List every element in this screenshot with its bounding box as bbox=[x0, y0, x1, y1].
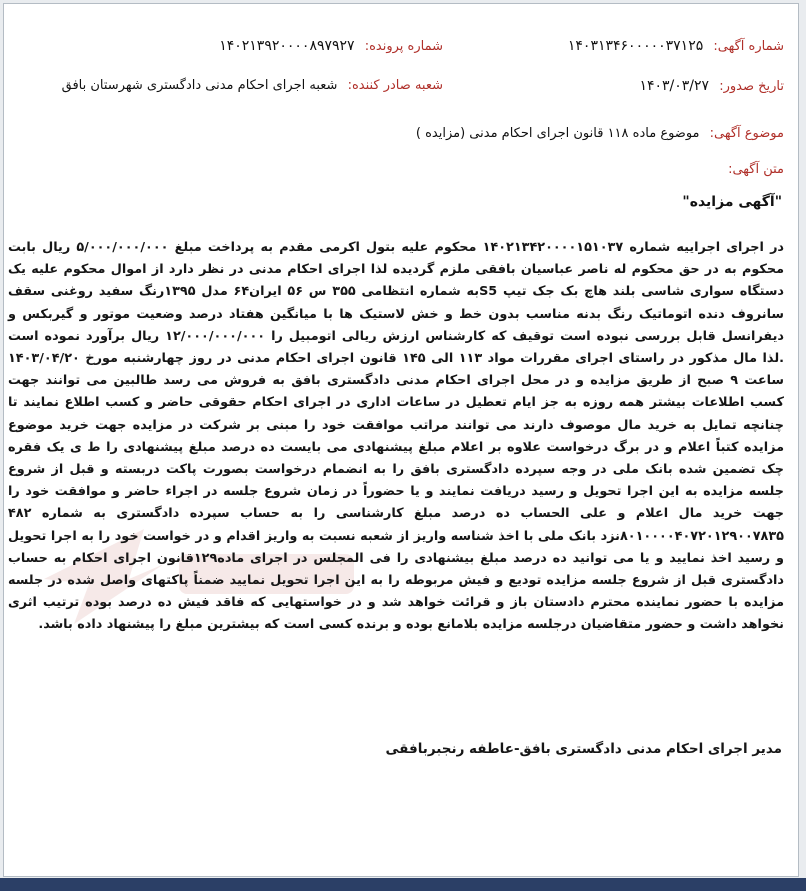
subject-label: موضوع آگهی: bbox=[709, 126, 784, 141]
case-number-row bbox=[219, 37, 443, 56]
case-number-label: شماره پرونده: bbox=[364, 39, 443, 54]
issue-date: ۱۴۰۳/۰۳/۲۷ bbox=[639, 78, 710, 94]
notice-text-label-row bbox=[728, 161, 784, 179]
notice-title: "آگهی مزایده" bbox=[682, 194, 782, 210]
issuer-label: شعبه صادر کننده: bbox=[347, 78, 443, 93]
bottom-bar bbox=[0, 878, 806, 891]
issuer: شعبه اجرای احکام مدنی دادگستری شهرستان بافق bbox=[61, 78, 338, 93]
issue-date-label: تاریخ صدور: bbox=[719, 79, 784, 94]
notice-number: ۱۴۰۳۱۳۴۶۰۰۰۰۰۳۷۱۲۵ bbox=[567, 38, 704, 54]
notice-number-label: شماره آگهی: bbox=[713, 39, 784, 54]
signature: مدیر اجرای احکام مدنی دادگستری بافق-عاطفه رنجبربافقی bbox=[385, 741, 782, 757]
subject-row bbox=[416, 125, 784, 143]
case-number: ۱۴۰۲۱۳۹۲۰۰۰۰۸۹۷۹۲۷ bbox=[219, 38, 355, 54]
notice-body: در اجرای اجراییه شماره ۱۴۰۲۱۳۴۲۰۰۰۰۱۵۱۰۳۷ محکوم علیه بتول اکرمی مقدم به پرداخت مبلغ ۵/۰۰۰/۰۰۰/۰۰۰ ریال بابت محکوم به در حق محکوم له ناصر عباسیان بافقی ملزم گردیده لذا اجرای احکام مدنی در نظر دارد از اموال محکوم علیه یک دستگاه سواری شاسی بلند هاچ بک جک تیپ S5به شماره انتظامی ۳۵۵ س ۵۶ ایران۶۴ مدل ۱۳۹۵رنگ سفید روغنی سقف سانروف دنده اتوماتیک رنگ بدنه مناسب بدون خط و خش لاستیک ها با میانگین هفتاد درصد وضعیت موتور و گیربکس و دیفرانسل قابل بررسی نبوده است توقیف که کارشناس ارزش ریالی اتومبیل را ۱۲/۰۰۰/۰۰۰/۰۰۰ ریال برآورد نموده است .لذا مال مذکور در راستای اجرای مقررات مواد ۱۱۳ الی ۱۴۵ قانون اجرای احکام مدنی در روز چهارشنبه مورخ ۱۴۰۳/۰۴/۲۰ ساعت ۹ صبح از طریق مزایده و در محل اجرای احکام مدنی دادگستری بافق به فروش می رسد طالبین می توانند جهت کسب اطلاعات بیشتر همه روزه به جز ایام تعطیل در ساعات اداری در اجرای احکام حقوقی حاضر و کسب اطلاع نمایند تا چنانچه تمایل به خرید مال موصوف دارند می توانند مراتب موافقت خود را مبنی بر شرکت در مزایده جهت خرید موضوع مزایده کتباً اعلام و در برگ درخواست علاوه بر اعلام مبلغ پیشنهادی می بایست ده درصد مبلغ پیشنهادی را ط ی یک فقره چک تضمین شده بانک ملی در وجه سپرده دادگستری بافق را به انضمام درخواست بصورت پاکت دربسته و قبل از شروع جلسه مزایده به این اجرا تحویل و رسید دریافت نمایند و یا حضوراً در زمان شروع جلسه در اجراء حاضر و موافقت خود را جهت خرید مال اعلام و علی الحساب ده درصد مبلغ کارشناسی را به حساب سپرده دادگستری به شماره ۴۸۲ ۸۰۱۰۰۰۰۴۰۷۲۰۱۲۹۰۰۷۸۳۵نزد بانک ملی با اخذ شناسه واریز از شعبه نسبت به واریز اقدام و در خواست خود را به اجرا تحویل و رسید اخذ نمایید و یا می توانید ده درصد مبلغ بیشنهادی را فی المجلس در اجرای ماده۱۲۹قانون اجرای احکام به حساب دادگستری قبل از شروع جلسه مزایده تودیع و فیش مربوطه را به این اجرا تحویل نمایید ضمناً پاکتهای واصل شده در جلسه مزایده با حضور نماینده محترم دادستان باز و قرائت خواهد شد و در خواستهایی که فاقد فیش ده درصد بوده ترتیب اثری نخواهد داشت و حضور متقاضیان درجلسه مزایده بلامانع بوده و برنده کسی است که بیشترین مبلغ را پیشنهاد داده باشد. bbox=[8, 240, 784, 633]
subject-value: موضوع ماده ۱۱۸ قانون اجرای احکام مدنی (مزایده ) bbox=[415, 126, 700, 141]
issuer-row bbox=[62, 77, 443, 95]
issue-date-row bbox=[639, 77, 784, 96]
notice-number-row bbox=[568, 37, 784, 56]
notice-card bbox=[3, 3, 799, 877]
notice-text-label: متن آگهی: bbox=[728, 162, 784, 177]
